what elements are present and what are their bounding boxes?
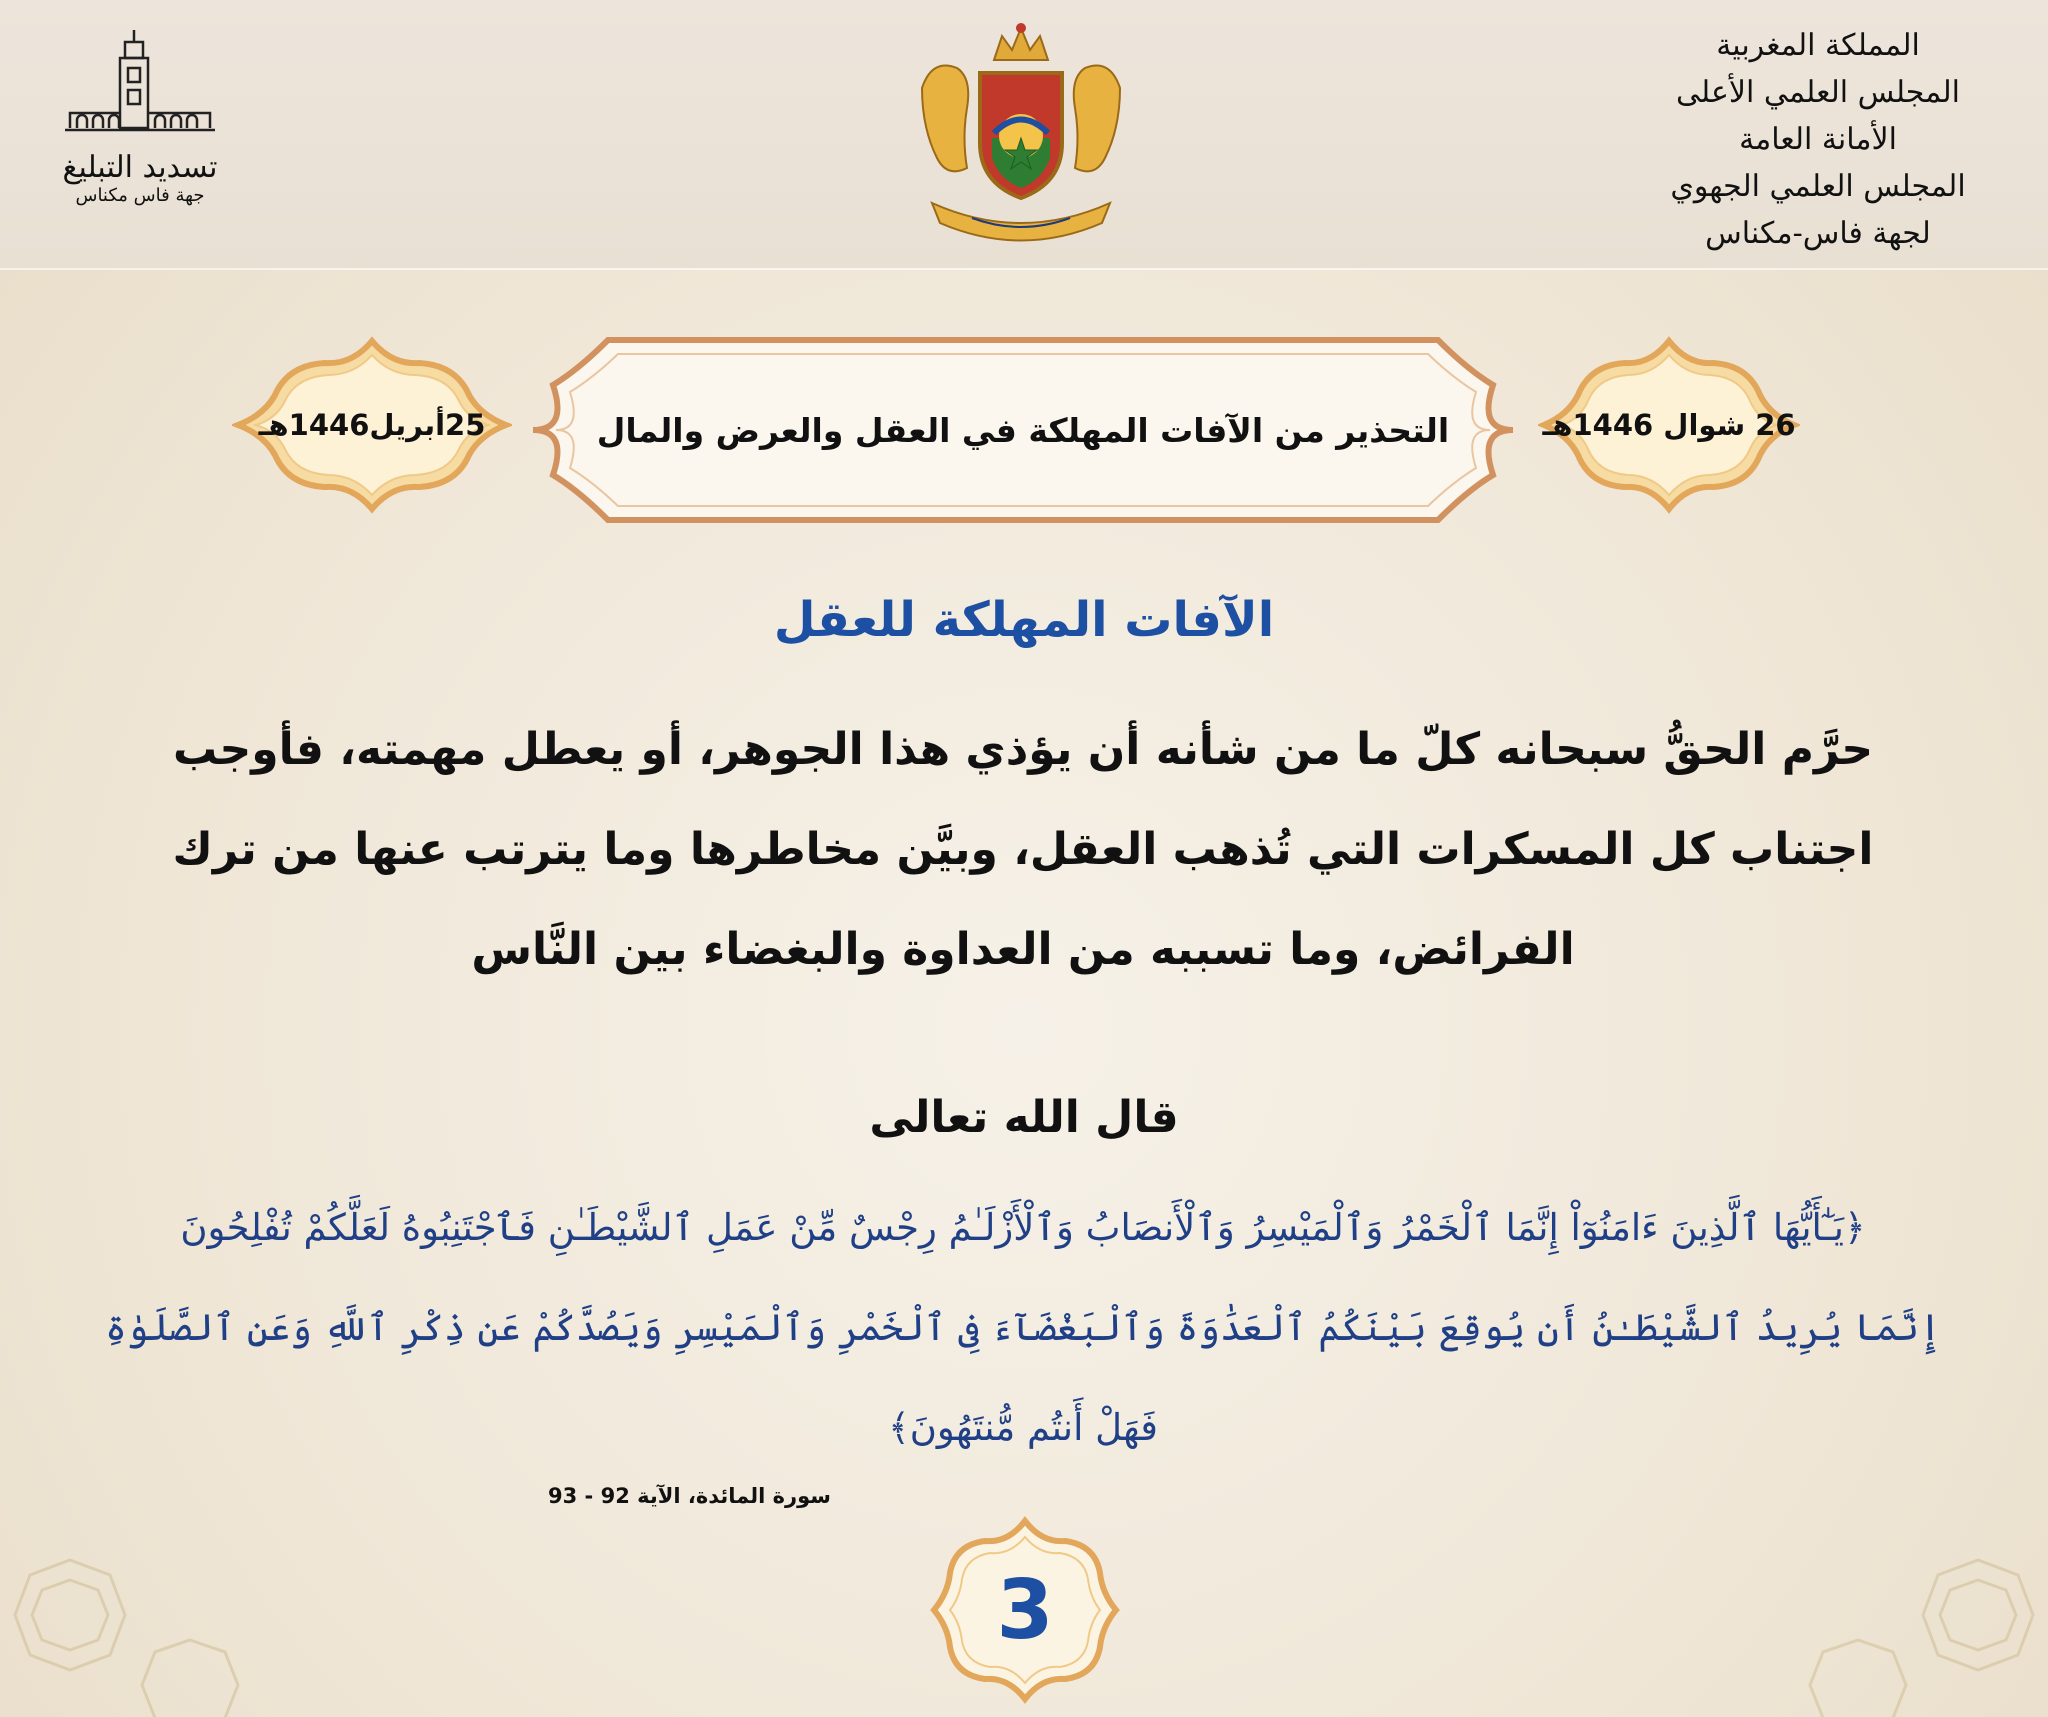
logo-title: تسديد التبليغ — [62, 150, 218, 185]
org-line: الأمانة العامة — [1739, 122, 1897, 157]
corner-ornament-right — [1760, 1440, 2048, 1717]
organization-block — [1658, 22, 1978, 257]
logo-subtitle: جهة فاس مكناس — [75, 185, 205, 206]
paragraph-line: حرَّم الحقُّ سبحانه كلّ ما من شأنه أن يؤذي هذا الجوهر، أو يعطل مهمته، فأوجب — [172, 724, 1874, 775]
verse-intro: قال الله تعالى — [869, 1092, 1179, 1143]
tasdid-logo — [60, 28, 220, 228]
section-heading: الآفات المهلكة للعقل — [773, 592, 1275, 648]
verse-reference: سورة المائدة، الآية 92 - 93 — [548, 1484, 831, 1508]
title-frame — [528, 330, 1518, 530]
gregorian-date-badge — [232, 335, 512, 515]
org-line: المملكة المغربية — [1716, 28, 1920, 63]
banner-title: التحذير من الآفات المهلكة في العقل والعرض والمال — [596, 410, 1450, 450]
org-line: المجلس العلمي الأعلى — [1676, 75, 1960, 110]
gregorian-date: 25أبريل1446هـ — [258, 408, 486, 442]
page-number: 3 — [996, 1562, 1054, 1658]
verse-line: فَهَلْ أَنتُم مُّنتَهُونَ﴾ — [888, 1406, 1158, 1449]
verse-line: إِنَّمَا يُرِيدُ ٱلشَّيْطَـٰنُ أَن يُوقِعَ بَيْنَكُمُ ٱلْعَدَٰوَةَ وَٱلْبَغْضَآءَ فِى ٱلْخَمْرِ وَٱلْمَيْسِرِ وَيَصُدَّكُمْ عَن ذِكْرِ ٱللَّهِ وَعَنِ ٱلصَّلَوٰةِ — [105, 1306, 1941, 1349]
header-divider — [0, 268, 2048, 270]
org-line: المجلس العلمي الجهوي — [1670, 169, 1966, 204]
coat-of-arms-icon — [902, 18, 1140, 246]
body-paragraph — [148, 700, 1898, 1000]
corner-ornament-left — [0, 1440, 300, 1717]
paragraph-line: الفرائض، وما تسببه من العداوة والبغضاء بين النَّاس — [471, 924, 1575, 975]
paragraph-line: اجتناب كل المسكرات التي تُذهب العقل، وبيَّن مخاطرها وما يترتب عنها من ترك — [172, 824, 1874, 875]
mosque-minaret-icon — [65, 28, 215, 148]
org-line: لجهة فاس-مكناس — [1705, 216, 1931, 251]
quran-verse — [98, 1178, 1948, 1478]
hijri-date-badge — [1538, 335, 1800, 515]
verse-line: ﴿يَـٰٓأَيُّهَا ٱلَّذِينَ ءَامَنُوٓاْ إِنَّمَا ٱلْخَمْرُ وَٱلْمَيْسِرُ وَٱلْأَنصَابُ وَٱلْأَزْلَـٰمُ رِجْسٌ مِّنْ عَمَلِ ٱلشَّيْطَـٰنِ فَٱجْتَنِبُوهُ لَعَلَّكُمْ تُفْلِحُونَ — [180, 1206, 1866, 1249]
page-number-badge — [930, 1515, 1120, 1705]
hijri-date: 26 شوال 1446هـ — [1542, 408, 1796, 442]
